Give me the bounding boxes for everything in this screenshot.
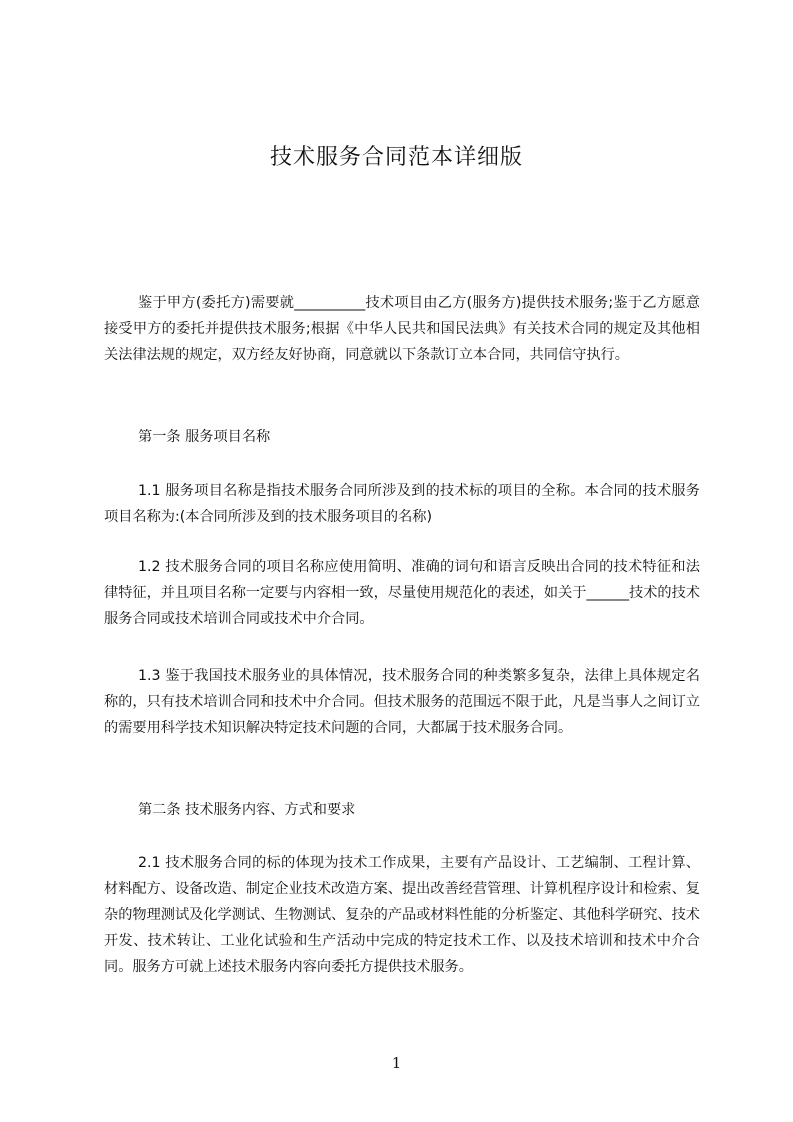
clause-1-3-paragraph: 1.3 鉴于我国技术服务业的具体情况，技术服务合同的种类繁多复杂，法律上具体规定名称的，只有技术培训合同和技术中介合同。但技术服务的范围远不限于此，凡是当事人之间订立的需要用科学技术知识解决特定技术问题的合同，大都属于技术服务合同。 xyxy=(104,668,700,736)
article-2-heading: 第二条 技术服务内容、方式和要求 xyxy=(138,802,356,818)
preamble-paragraph: 鉴于甲方(委托方)需要就__________技术项目由乙方(服务方)提供技术服务;鉴于乙方愿意接受甲方的委托并提供技术服务;根据《中华人民共和国民法典》有关技术合同的规定及其他相关法律法规的规定，双方经友好协商，同意就以下条款订立本合同，共同信守执行。 xyxy=(104,295,700,363)
clause-1-1-paragraph: 1.1 服务项目名称是指技术服务合同所涉及到的技术标的项目的全称。本合同的技术服务项目名称为:(本合同所涉及到的技术服务项目的名称) xyxy=(104,483,700,525)
page-number: 1 xyxy=(391,1054,402,1072)
article-1-heading: 第一条 服务项目名称 xyxy=(138,429,271,445)
clause-2-1-paragraph: 2.1 技术服务合同的标的体现为技术工作成果，主要有产品设计、工艺编制、工程计算、材料配方、设备改造、制定企业技术改造方案、提出改善经营管理、计算机程序设计和检索、复杂的物理测试及化学测试、生物测试、复杂的产品或材料性能的分析鉴定、其他科学研究、技术开发、技术转让、工业化试验和生产活动中完成的特定技术工作、以及技术培训和技术中介合同。服务方可就上述技术服务内容向委托方提供技术服务。 xyxy=(104,855,700,975)
document-title: 技术服务合同范本详细版 xyxy=(269,145,523,170)
clause-1-2-paragraph: 1.2 技术服务合同的项目名称应使用简明、准确的词句和语言反映出合同的技术特征和法律特征，并且项目名称一定要与内容相一致，尽量使用规范化的表述，如关于______技术的技术服务合同或技术培训合同或技术中介合同。 xyxy=(104,559,700,627)
